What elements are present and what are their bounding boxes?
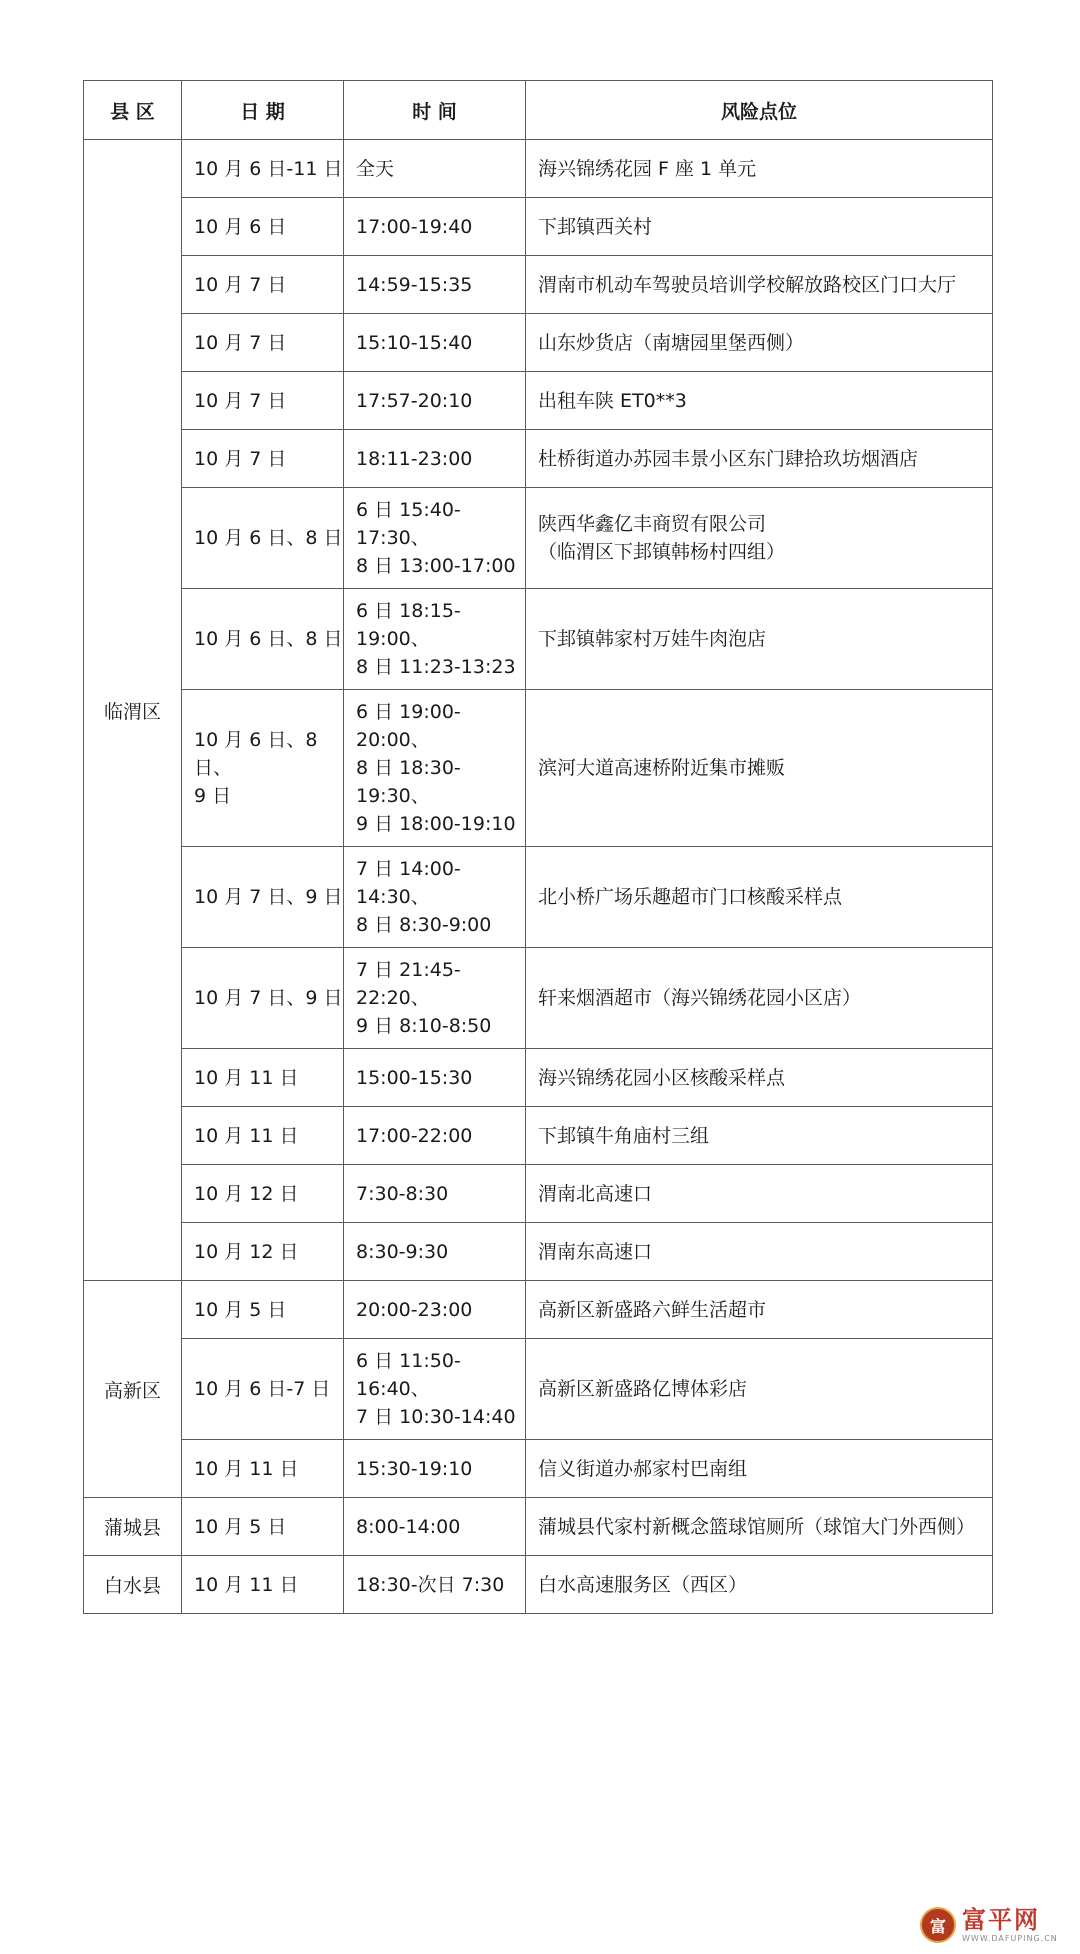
time-line: 7:30-8:30 [356, 1182, 449, 1205]
time-cell [344, 1223, 526, 1281]
table-row [84, 1556, 993, 1614]
date-cell [182, 1165, 344, 1223]
location-cell [526, 1281, 993, 1339]
county-cell: 白水县 [84, 1556, 182, 1614]
date-cell [182, 488, 344, 589]
date-line: 10 月 7 日、9 日 [194, 987, 343, 1009]
date-line: 10 月 6 日、8 日 [194, 628, 343, 650]
risk-locations-table [83, 80, 993, 1614]
location-line: 轩来烟酒超市（海兴锦绣花园小区店） [538, 987, 862, 1009]
table-row [84, 1498, 993, 1556]
header-date: 日 期 [182, 81, 344, 140]
date-line: 10 月 6 日 [194, 215, 287, 238]
table-row [84, 1440, 993, 1498]
table-row [84, 372, 993, 430]
county-cell: 临渭区 [84, 140, 182, 1281]
date-cell [182, 1339, 344, 1440]
time-line: 9 日 8:10-8:50 [356, 1015, 492, 1037]
location-cell [526, 1339, 993, 1440]
date-line: 10 月 6 日、8 日 [194, 527, 343, 549]
location-cell [526, 372, 993, 430]
date-cell [182, 314, 344, 372]
location-line: 下邽镇牛角庙村三组 [538, 1124, 710, 1147]
table-row [84, 1223, 993, 1281]
location-line: 杜桥街道办苏园丰景小区东门肆拾玖坊烟酒店 [538, 447, 919, 470]
location-cell [526, 1223, 993, 1281]
site-watermark [920, 1904, 1070, 1946]
location-line: 滨河大道高速桥附近集市摊贩 [538, 757, 786, 779]
date-cell [182, 1498, 344, 1556]
table-row [84, 1107, 993, 1165]
date-cell [182, 1440, 344, 1498]
table-row [84, 847, 993, 948]
time-cell [344, 140, 526, 198]
date-cell [182, 198, 344, 256]
time-cell [344, 372, 526, 430]
date-cell [182, 1049, 344, 1107]
location-cell [526, 1556, 993, 1614]
time-line: 17:57-20:10 [356, 389, 473, 412]
date-line: 10 月 7 日 [194, 447, 287, 470]
header-county: 县 区 [84, 81, 182, 140]
time-cell [344, 1498, 526, 1556]
time-line: 9 日 18:00-19:10 [356, 813, 516, 835]
location-line: 海兴锦绣花园 F 座 1 单元 [538, 157, 757, 180]
date-line: 10 月 7 日、9 日 [194, 886, 343, 908]
date-cell [182, 690, 344, 847]
date-cell [182, 948, 344, 1049]
location-cell [526, 1498, 993, 1556]
location-cell [526, 314, 993, 372]
location-cell [526, 1049, 993, 1107]
date-cell [182, 256, 344, 314]
time-line: 8 日 11:23-13:23 [356, 656, 516, 678]
time-cell [344, 488, 526, 589]
table-row [84, 589, 993, 690]
location-cell [526, 690, 993, 847]
date-line: 10 月 6 日-7 日 [194, 1378, 331, 1400]
time-line: 8 日 8:30-9:00 [356, 914, 492, 936]
header-time: 时 间 [344, 81, 526, 140]
time-line: 全天 [356, 157, 395, 180]
date-cell [182, 1223, 344, 1281]
table-row [84, 256, 993, 314]
time-line: 18:11-23:00 [356, 447, 473, 470]
watermark-title: 富平网 [962, 1905, 1040, 1934]
time-cell [344, 314, 526, 372]
table-row [84, 1281, 993, 1339]
location-line: 渭南市机动车驾驶员培训学校解放路校区门口大厅 [538, 273, 957, 296]
date-line: 10 月 7 日 [194, 389, 287, 412]
time-cell [344, 430, 526, 488]
table-body [84, 140, 993, 1614]
date-line: 10 月 11 日 [194, 1573, 299, 1596]
time-line: 18:30-次日 7:30 [356, 1573, 505, 1596]
date-line: 10 月 5 日 [194, 1515, 287, 1538]
location-line: 信义街道办郝家村巴南组 [538, 1457, 748, 1480]
time-line: 15:00-15:30 [356, 1066, 473, 1089]
date-cell [182, 589, 344, 690]
location-line: 高新区新盛路六鲜生活超市 [538, 1298, 767, 1321]
table-row [84, 948, 993, 1049]
time-cell [344, 1107, 526, 1165]
location-line: 白水高速服务区（西区） [538, 1573, 748, 1596]
time-line: 7 日 21:45-22:20、 [356, 959, 461, 1009]
location-line: 下邽镇韩家村万娃牛肉泡店 [538, 628, 767, 650]
time-cell [344, 690, 526, 847]
time-line: 6 日 18:15-19:00、 [356, 600, 461, 650]
location-cell [526, 948, 993, 1049]
location-line: 下邽镇西关村 [538, 215, 653, 238]
time-line: 14:59-15:35 [356, 273, 473, 296]
county-cell: 蒲城县 [84, 1498, 182, 1556]
table-row [84, 488, 993, 589]
location-cell [526, 198, 993, 256]
table-header-row [84, 81, 993, 140]
location-cell [526, 1165, 993, 1223]
location-line: 陕西华鑫亿丰商贸有限公司 [538, 513, 767, 535]
time-line: 8:30-9:30 [356, 1240, 449, 1263]
table-row [84, 1165, 993, 1223]
time-line: 17:00-22:00 [356, 1124, 473, 1147]
location-line: 山东炒货店（南塘园里堡西侧） [538, 331, 805, 354]
table-row [84, 314, 993, 372]
location-line: 出租车陕 ET0**3 [538, 389, 687, 412]
location-cell [526, 589, 993, 690]
date-cell [182, 140, 344, 198]
date-cell [182, 372, 344, 430]
time-cell [344, 1165, 526, 1223]
date-cell [182, 1107, 344, 1165]
table-row [84, 690, 993, 847]
date-line: 10 月 6 日-11 日 [194, 157, 343, 180]
date-line: 10 月 5 日 [194, 1298, 287, 1321]
location-line: 高新区新盛路亿博体彩店 [538, 1378, 748, 1400]
location-line: 蒲城县代家村新概念篮球馆厕所（球馆大门外西侧） [538, 1515, 976, 1538]
time-line: 6 日 19:00-20:00、 [356, 701, 461, 751]
time-line: 15:30-19:10 [356, 1457, 473, 1480]
time-line: 6 日 11:50-16:40、 [356, 1350, 461, 1400]
time-cell [344, 948, 526, 1049]
date-cell [182, 1281, 344, 1339]
location-cell [526, 1440, 993, 1498]
table-row [84, 198, 993, 256]
date-cell [182, 430, 344, 488]
date-line: 10 月 11 日 [194, 1124, 299, 1147]
time-line: 20:00-23:00 [356, 1298, 473, 1321]
fuping-logo-icon: 富 [920, 1907, 956, 1943]
location-cell [526, 1107, 993, 1165]
location-cell [526, 140, 993, 198]
time-line: 6 日 15:40-17:30、 [356, 499, 461, 549]
time-cell [344, 198, 526, 256]
table-row [84, 430, 993, 488]
county-cell: 高新区 [84, 1281, 182, 1498]
location-cell [526, 430, 993, 488]
time-cell [344, 1440, 526, 1498]
date-line: 10 月 7 日 [194, 331, 287, 354]
location-cell [526, 256, 993, 314]
date-line: 10 月 12 日 [194, 1182, 299, 1205]
time-cell [344, 256, 526, 314]
location-line: （临渭区下邽镇韩杨村四组） [538, 541, 786, 563]
table-row [84, 1049, 993, 1107]
time-cell [344, 1556, 526, 1614]
date-line: 9 日 [194, 785, 232, 807]
time-line: 8 日 18:30-19:30、 [356, 757, 461, 807]
time-line: 8 日 13:00-17:00 [356, 555, 516, 577]
table-row [84, 140, 993, 198]
time-cell [344, 847, 526, 948]
time-line: 8:00-14:00 [356, 1515, 461, 1538]
location-line: 渭南东高速口 [538, 1240, 653, 1263]
date-cell [182, 1556, 344, 1614]
location-cell [526, 847, 993, 948]
date-line: 10 月 11 日 [194, 1457, 299, 1480]
date-line: 10 月 12 日 [194, 1240, 299, 1263]
date-cell [182, 847, 344, 948]
header-location: 风险点位 [526, 81, 993, 140]
watermark-url: WWW.DAFUPING.CN [962, 1933, 1058, 1943]
time-cell [344, 1049, 526, 1107]
location-cell [526, 488, 993, 589]
time-cell [344, 589, 526, 690]
time-line: 15:10-15:40 [356, 331, 473, 354]
date-line: 10 月 7 日 [194, 273, 287, 296]
date-line: 10 月 6 日、8 日、 [194, 729, 318, 779]
table-row [84, 1339, 993, 1440]
date-line: 10 月 11 日 [194, 1066, 299, 1089]
time-line: 17:00-19:40 [356, 215, 473, 238]
time-line: 7 日 14:00-14:30、 [356, 858, 461, 908]
location-line: 渭南北高速口 [538, 1182, 653, 1205]
time-cell [344, 1281, 526, 1339]
time-cell [344, 1339, 526, 1440]
location-line: 北小桥广场乐趣超市门口核酸采样点 [538, 886, 843, 908]
location-line: 海兴锦绣花园小区核酸采样点 [538, 1066, 786, 1089]
time-line: 7 日 10:30-14:40 [356, 1406, 516, 1428]
